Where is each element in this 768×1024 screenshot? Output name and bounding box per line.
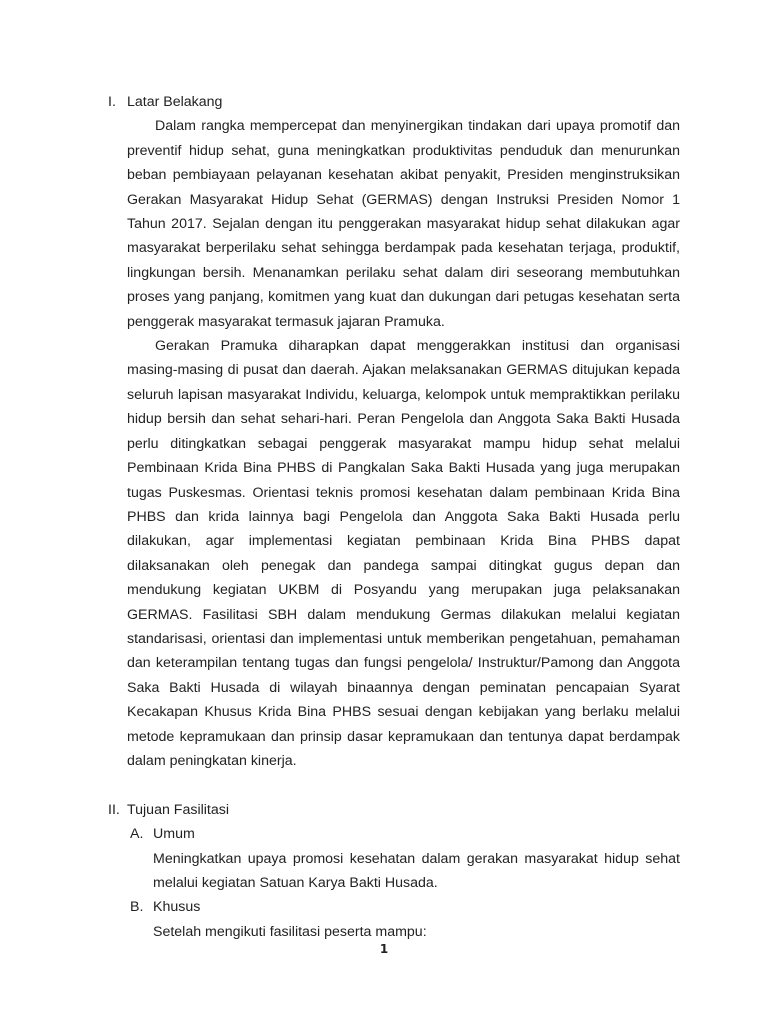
subsection-letter: A. <box>130 826 144 843</box>
subsection-letter: B. <box>130 899 144 916</box>
subsection-heading-umum <box>130 822 680 846</box>
paragraph-latar-belakang-1: Dalam rangka mempercepat dan menyinergikan tindakan dari upaya promotif dan preventif hidup sehat, guna meningkatkan produktivitas penduduk dan menurunkan beban pembiayaan pelayanan kesehatan akibat penyakit, Presiden menginstruksikan Gerakan Masyarakat Hidup Sehat (GERMAS) dengan Instruksi Presiden Nomor 1 Tahun 2017. Sejalan dengan itu penggerakan masyarakat hidup sehat dilakukan agar masyarakat berperilaku sehat sehingga berdampak pada kesehatan terjaga, produktif, lingkungan bersih. Menanamkan perilaku sehat dalam diri seseorang membutuhkan proses yang panjang, komitmen yang kuat dan dukungan dari petugas kesehatan serta penggerak masyarakat termasuk jajaran Pramuka. <box>127 118 680 330</box>
subsection-heading-khusus <box>130 895 680 919</box>
section-heading-tujuan-fasilitasi <box>108 798 680 822</box>
section-number: II. <box>108 801 120 818</box>
subsection-title: Umum <box>153 826 195 843</box>
paragraph-umum: Meningkatkan upaya promosi kesehatan dalam gerakan masyarakat hidup sehat melalui kegiatan Satuan Karya Bakti Husada. <box>153 850 680 891</box>
page-number: 1 <box>379 942 389 956</box>
paragraph-khusus: Setelah mengikuti fasilitasi peserta mampu: <box>153 923 427 940</box>
section-title: Tujuan Fasilitasi <box>127 801 229 818</box>
subsection-title: Khusus <box>153 899 201 916</box>
section-heading-latar-belakang <box>108 90 680 114</box>
section-gap <box>108 773 680 797</box>
section-number: I. <box>108 94 116 110</box>
section-title: Latar Belakang <box>127 94 223 110</box>
paragraph-latar-belakang-2: Gerakan Pramuka diharapkan dapat menggerakkan institusi dan organisasi masing-masing di pusat dan daerah. Ajakan melaksanakan GERMAS ditujukan kepada seluruh lapisan masyarakat Individu, keluarga, kelompok untuk mempraktikkan perilaku hidup bersih dan sehat sehari-hari. Peran Pengelola dan Anggota Saka Bakti Husada perlu ditingkatkan sebagai penggerak masyarakat mampu hidup sehat melalui Pembinaan Krida Bina PHBS di Pangkalan Saka Bakti Husada yang juga merupakan tugas Puskesmas. Orientasi teknis promosi kesehatan dalam pembinaan Krida Bina PHBS dan krida lainnya bagi Pengelola dan Anggota Saka Bakti Husada perlu dilakukan, agar implementasi kegiatan pembinaan Krida Bina PHBS dapat dilaksanakan oleh penegak dan pandega sampai ditingkat gugus depan dan mendukung kegiatan UKBM di Posyandu yang merupakan juga pelaksanakan GERMAS. Fasilitasi SBH dalam mendukung Germas dilakukan melalui kegiatan standarisasi, orientasi dan implementasi untuk memberikan pengetahuan, pemahaman dan keterampilan tentang tugas dan fungsi pengelola/ Instruktur/Pamong dan Anggota Saka Bakti Husada di wilayah binaannya dengan peminatan pencapaian Syarat Kecakapan Khusus Krida Bina PHBS sesuai dengan kebijakan yang berlaku melalui metode kepramukaan dan prinsip dasar kepramukaan dan tentunya dapat berdampak dalam peningkatan kinerja. <box>127 338 680 769</box>
document-body <box>108 90 680 944</box>
